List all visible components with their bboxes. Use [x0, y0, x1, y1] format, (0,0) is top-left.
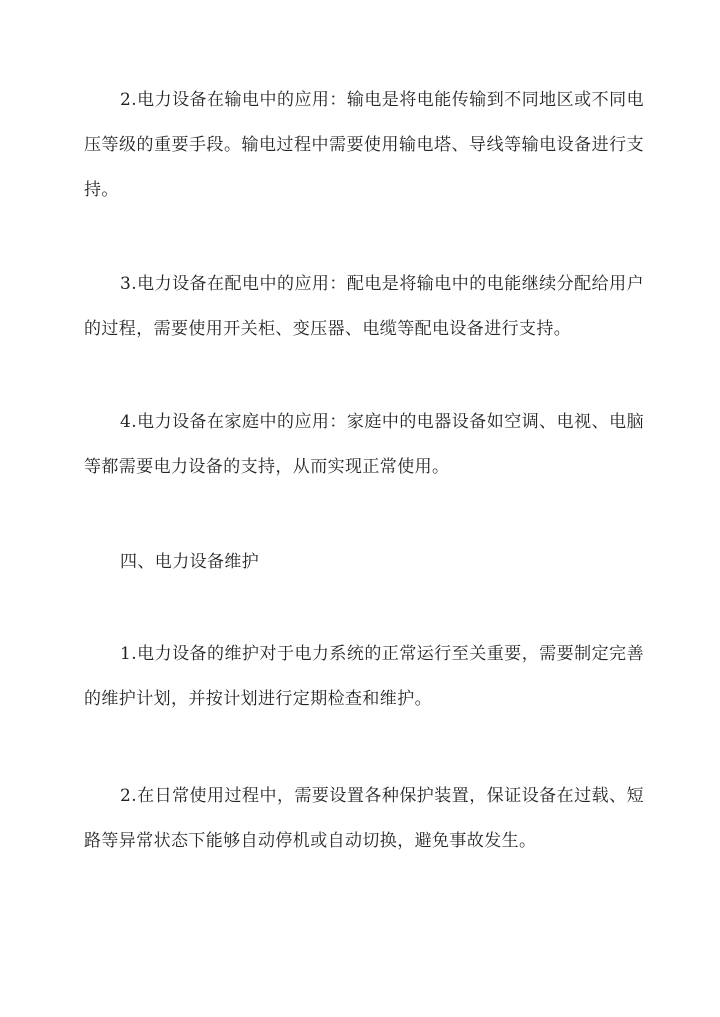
- paragraph-protection-devices: 2.在日常使用过程中，需要设置各种保护装置，保证设备在过载、短路等异常状态下能够自动停机或自动切换，避免事故发生。: [84, 786, 644, 851]
- paragraph-distribution: 3.电力设备在配电中的应用：配电是将输电中的电能继续分配给用户的过程，需要使用开关柜、变压器、电缆等配电设备进行支持。: [84, 274, 644, 339]
- paragraph-household: 4.电力设备在家庭中的应用：家庭中的电器设备如空调、电视、电脑等都需要电力设备的支持，从而实现正常使用。: [84, 412, 644, 477]
- paragraph-transmission: 2.电力设备在输电中的应用：输电是将电能传输到不同地区或不同电压等级的重要手段。输电过程中需要使用输电塔、导线等输电设备进行支持。: [84, 90, 644, 200]
- paragraph-maintenance-plan: 1.电力设备的维护对于电力系统的正常运行至关重要，需要制定完善的维护计划，并按计划进行定期检查和维护。: [84, 644, 644, 709]
- section-heading-maintenance: 四、电力设备维护: [120, 552, 260, 572]
